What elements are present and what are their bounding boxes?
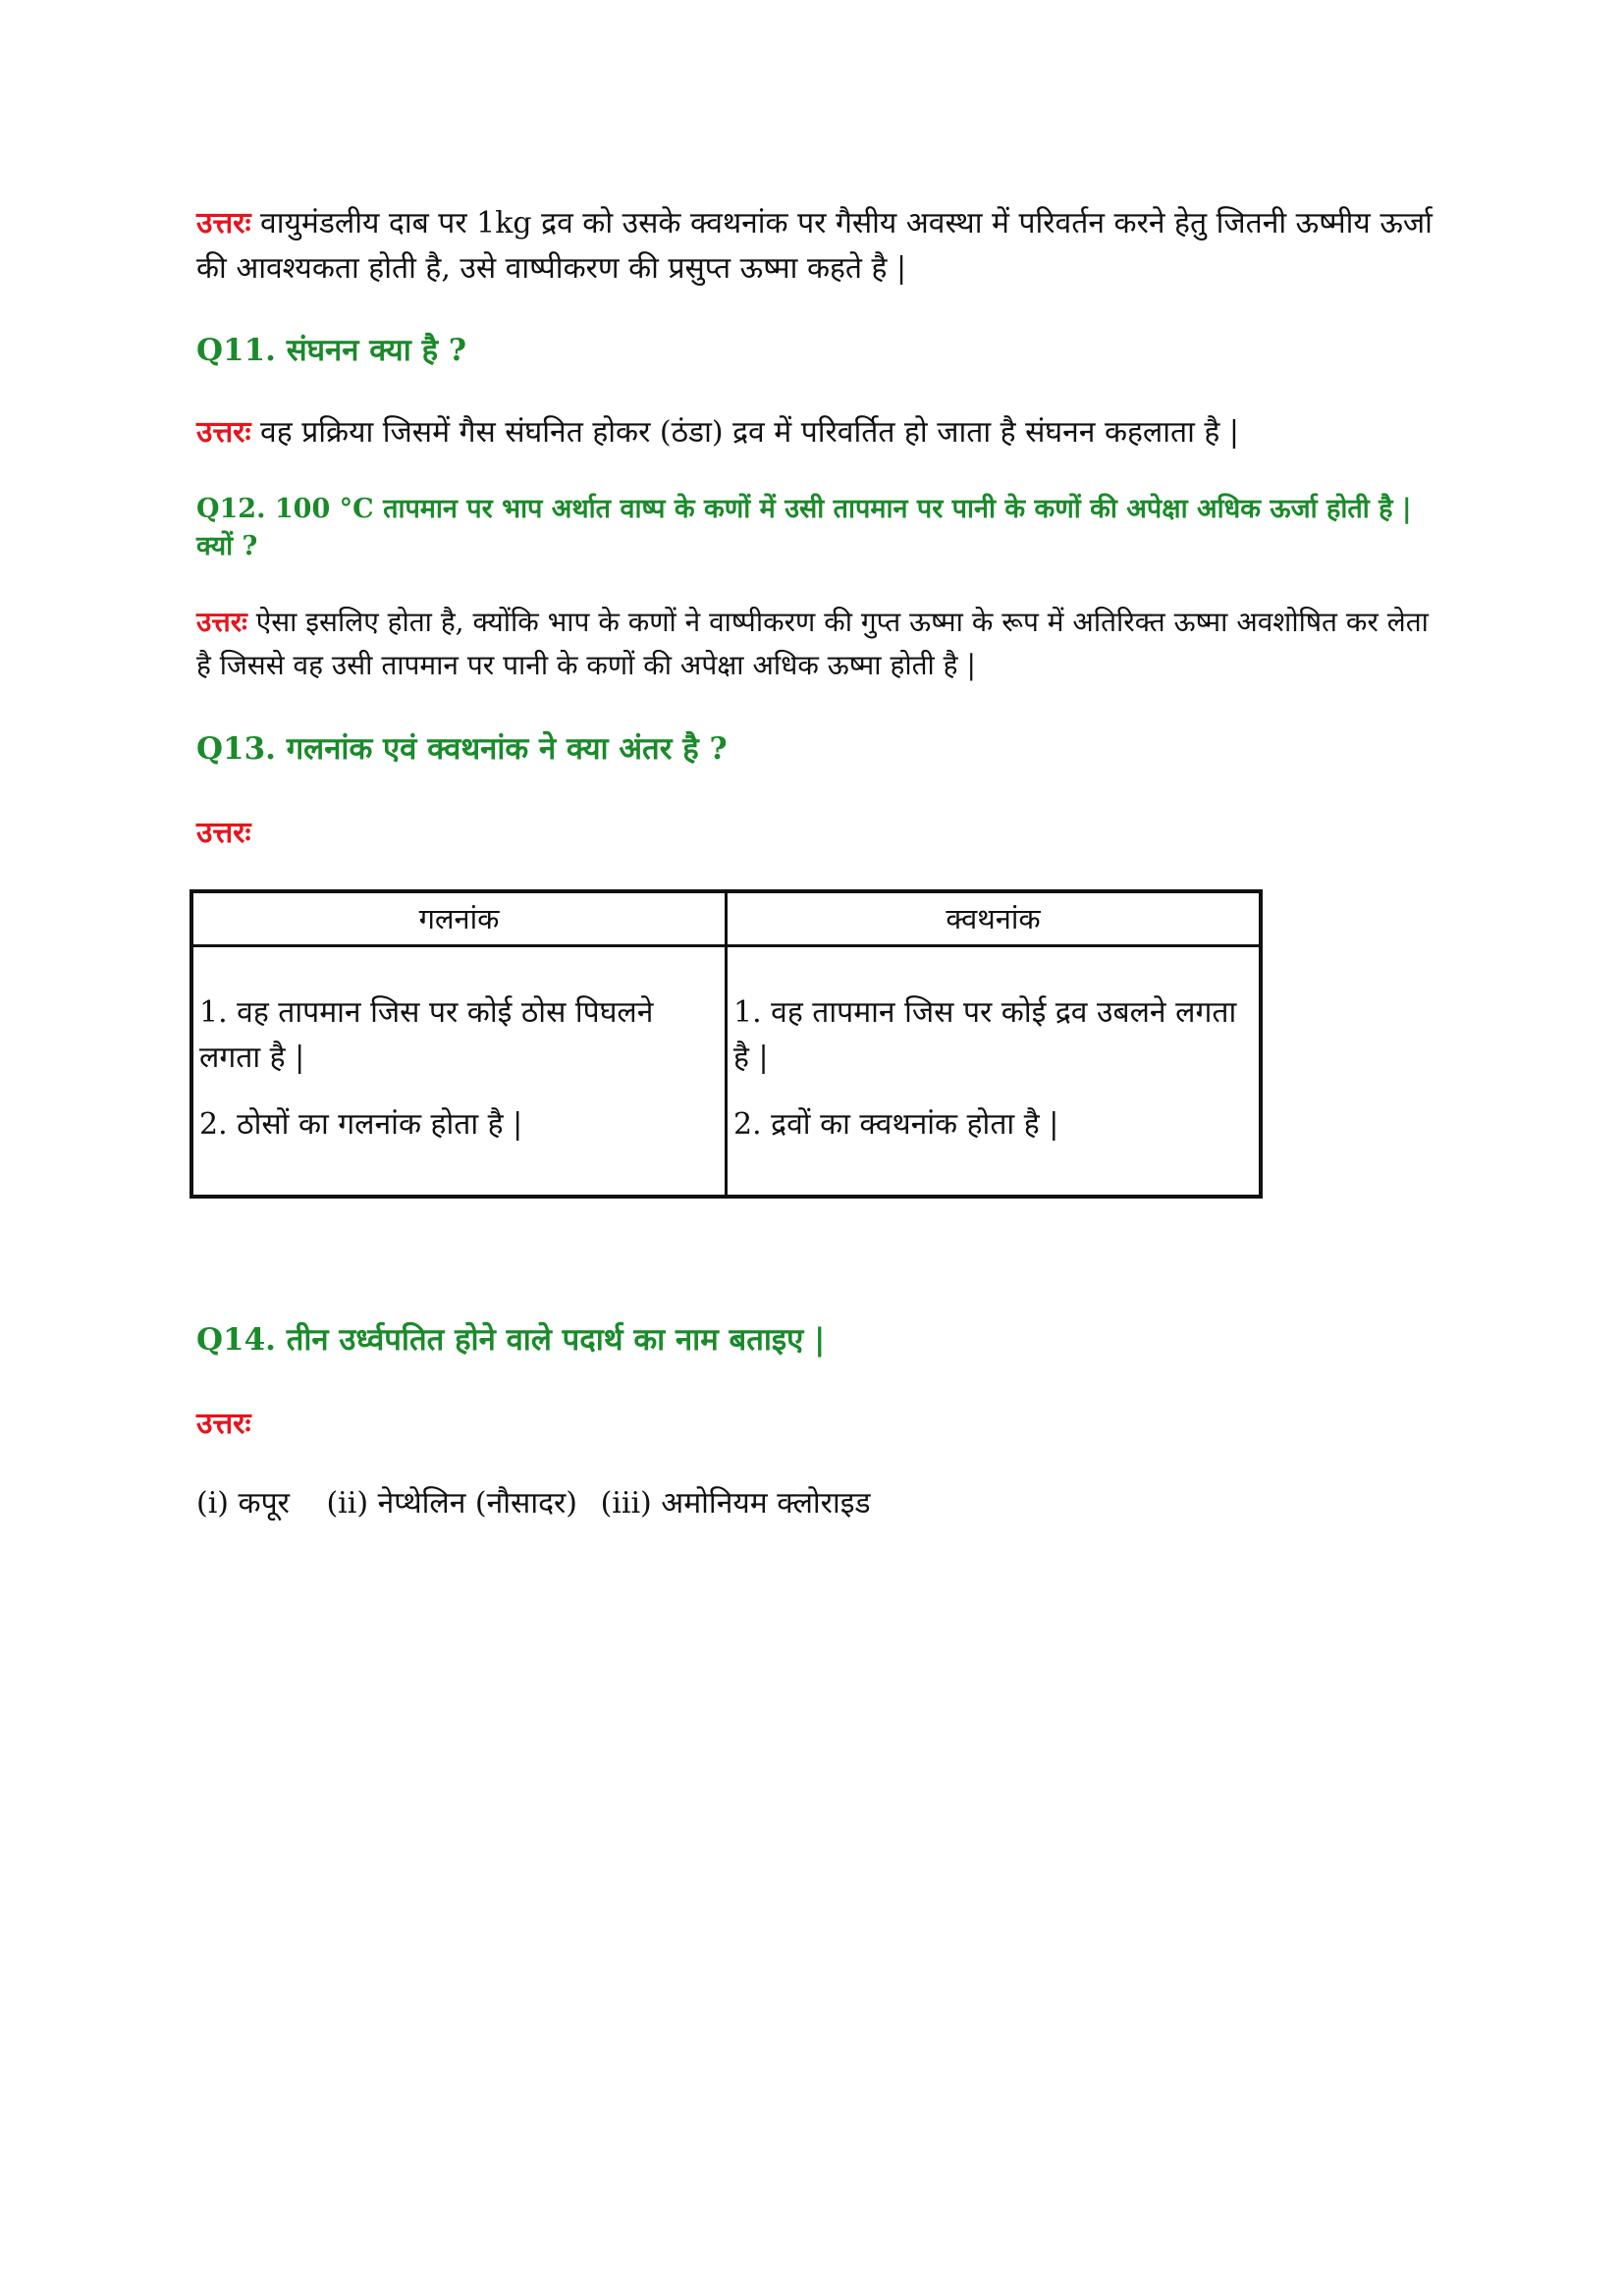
answer-13-label <box>196 811 1434 856</box>
table-cell-line: 1. वह तापमान जिस पर कोई ठोस पिघलने लगता है | <box>199 995 654 1075</box>
question-11-number: Q11. <box>196 333 276 368</box>
list-item: (ii) नेप्थेलिन (नौसादर) <box>326 1486 578 1521</box>
question-13-text: गलनांक एवं क्वथनांक ने क्या अंतर है ? <box>286 731 728 767</box>
answer-label: उत्तरः <box>196 206 251 240</box>
answer-12 <box>196 601 1434 687</box>
question-12 <box>196 491 1434 565</box>
question-14-number: Q14. <box>196 1322 276 1358</box>
answer-12-text: ऐसा इसलिए होता है, क्योंकि भाप के कणों ने वाष्पीकरण की गुप्त ऊष्मा के रूप में अतिरिक्त ऊष्मा अवशोषित कर लेता है जिससे वह उसी तापमान पर पानी के कणों की अपेक्षा अधिक ऊष्मा होती है | <box>196 606 1429 681</box>
list-item: (iii) अमोनियम क्लोराइड <box>600 1486 871 1521</box>
answer-label: उत्तरः <box>196 415 251 450</box>
question-14-text: तीन उर्ध्वपतित होने वाले पदार्थ का नाम बताइए | <box>286 1322 826 1358</box>
answer-10 <box>196 201 1434 292</box>
table-header-row <box>191 891 1261 946</box>
list-item: (i) कपूर <box>196 1486 290 1521</box>
question-11 <box>196 330 1434 371</box>
table-cell-line: 2. ठोसों का गलनांक होता है | <box>199 1107 523 1142</box>
question-12-text: तापमान पर भाप अर्थात वाष्प के कणों में उसी तापमान पर पानी के कणों की अपेक्षा अधिक ऊर्जा होती है | क्यों ? <box>196 494 1412 561</box>
table-header-melting-point: गलनांक <box>191 891 727 946</box>
table-cell-line: 2. द्रवों का क्वथनांक होता है | <box>733 1107 1059 1142</box>
answer-label: उत्तरः <box>196 606 247 638</box>
answer-10-text: वायुमंडलीय दाब पर 1kg द्रव को उसके क्वथनांक पर गैसीय अवस्था में परिवर्तन करने हेतु जितनी ऊष्मीय ऊर्जा की आवश्यकता होती है, उसे वाष्पीकरण की प्रसुप्त ऊष्मा कहते है | <box>196 206 1433 286</box>
answer-label: उत्तरः <box>196 1407 251 1441</box>
answer-14-label <box>196 1402 1434 1447</box>
table-cell-melting-point <box>191 946 727 1198</box>
answer-label: उत्तरः <box>196 816 251 850</box>
table-cell-boiling-point <box>727 946 1262 1198</box>
question-13-number: Q13. <box>196 731 276 767</box>
question-12-number: Q12. 100 °C <box>196 494 374 524</box>
answer-11-text: वह प्रक्रिया जिसमें गैस संघनित होकर (ठंडा) द्रव में परिवर्तित हो जाता है संघनन कहलाता है | <box>260 415 1240 450</box>
table-row <box>191 946 1261 1198</box>
comparison-table <box>189 889 1263 1199</box>
question-13 <box>196 728 1434 770</box>
table-cell-line: 1. वह तापमान जिस पर कोई द्रव उबलने लगता है | <box>733 995 1237 1075</box>
answer-14-list <box>196 1482 1434 1525</box>
question-14 <box>196 1319 1434 1361</box>
table-header-boiling-point: क्वथनांक <box>727 891 1262 946</box>
question-11-text: संघनन क्या है ? <box>286 333 467 368</box>
answer-11 <box>196 410 1434 455</box>
